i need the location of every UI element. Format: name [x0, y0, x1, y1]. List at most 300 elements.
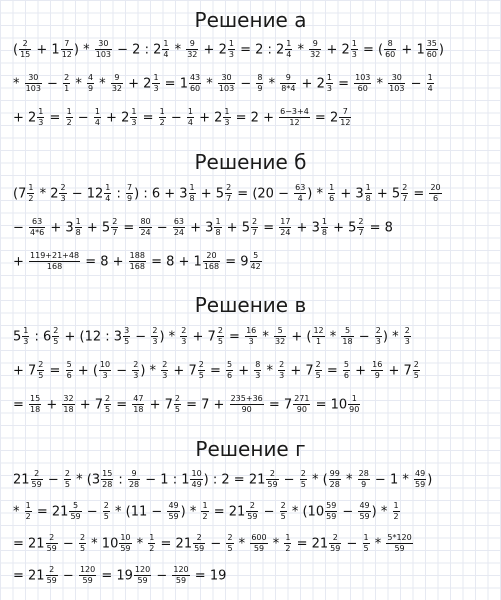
fraction-numerator: 10 [119, 534, 131, 544]
fraction-numerator: 30 [388, 74, 405, 84]
fraction-numerator: 1 [201, 502, 208, 512]
fraction [329, 470, 341, 490]
fraction [31, 470, 43, 490]
fraction-denominator: 32 [310, 50, 321, 60]
fraction-numerator: 1 [321, 218, 328, 228]
fraction-denominator: 4 [94, 118, 100, 128]
equation-text: − [152, 220, 172, 236]
fraction [167, 502, 179, 522]
fraction-denominator: 7 [251, 228, 258, 238]
fraction [187, 108, 194, 128]
equation-text: + 7 [286, 363, 314, 379]
equation-text: ) : 6 + 3 [134, 186, 188, 202]
fraction-numerator: 7 [339, 108, 351, 118]
fraction [189, 74, 201, 94]
fraction [341, 327, 353, 347]
fraction-denominator: 5 [53, 337, 59, 347]
fraction-numerator: 1 [348, 395, 360, 405]
fraction-numerator: 120 [134, 566, 151, 576]
fraction [325, 502, 337, 522]
fraction-denominator: 28 [102, 480, 113, 490]
fraction [280, 502, 287, 522]
fraction [25, 502, 32, 522]
equation-line [13, 74, 435, 94]
fraction [414, 470, 426, 490]
fraction [217, 327, 224, 347]
fraction-denominator: 3 [248, 337, 254, 347]
fraction-denominator: 59 [359, 512, 370, 522]
equation-text: ) [438, 42, 444, 58]
fraction-denominator: 4 [286, 50, 292, 60]
fraction [312, 327, 324, 347]
fraction [126, 184, 133, 204]
equation-text: = 7 [264, 397, 293, 413]
fraction-denominator: 168 [46, 262, 63, 272]
fraction-numerator: 9 [128, 470, 140, 480]
fraction-denominator: 2 [28, 194, 34, 204]
fraction-numerator: 6−3+4 [279, 108, 310, 118]
equation-text: + 1 [32, 42, 60, 58]
fraction-numerator: 1 [66, 108, 73, 118]
fraction-numerator: 2 [226, 534, 233, 544]
fraction-denominator: 60 [189, 84, 201, 94]
fraction [371, 361, 383, 381]
fraction [75, 218, 82, 238]
fraction-denominator: 60 [426, 50, 437, 60]
fraction [64, 470, 71, 490]
fraction-denominator: 4*6 [30, 228, 45, 238]
fraction-numerator: 63 [29, 218, 45, 228]
fraction [190, 470, 202, 490]
fraction-denominator: 7 [112, 228, 118, 238]
fraction-denominator: 90 [349, 405, 360, 415]
fraction-numerator: 1 [189, 184, 196, 194]
fraction-denominator: 3 [102, 371, 108, 381]
fraction-numerator: 8 [254, 361, 261, 371]
fraction-denominator: 5 [280, 512, 286, 522]
equation-text: * [293, 42, 309, 58]
equation-text: − [131, 329, 151, 345]
fraction-numerator: 10 [190, 470, 202, 480]
fraction [61, 40, 73, 60]
fraction-numerator: 3 [123, 327, 130, 337]
fraction-numerator: 1 [94, 108, 101, 118]
fraction [363, 534, 370, 554]
fraction-denominator: 9 [374, 371, 380, 381]
fraction-denominator: 8 [321, 228, 327, 238]
equation-text: − 12 [67, 186, 104, 202]
fraction-denominator: 3 [279, 371, 285, 381]
equation-text: = [13, 397, 29, 413]
equation-text: = [333, 76, 354, 92]
equation-line [13, 361, 421, 381]
fraction-numerator: 7 [126, 184, 133, 194]
fraction-denominator: 3 [375, 337, 381, 347]
fraction-numerator: 2 [59, 184, 66, 194]
equation-text: = [322, 363, 342, 379]
equation-text: + 2 [199, 42, 227, 58]
equation-text: ) * [73, 42, 94, 58]
equation-text: − 2 : 2 [113, 42, 162, 58]
fraction-denominator: 24 [173, 228, 184, 238]
equation-text: = [45, 110, 65, 126]
fraction-denominator: 59 [175, 576, 187, 586]
fraction-numerator: 9 [280, 74, 296, 84]
fraction-numerator: 235+36 [230, 395, 264, 405]
fraction-denominator: 42 [250, 262, 261, 272]
fraction [256, 74, 263, 94]
equation-text: = 8 + 1 [146, 254, 202, 270]
fraction [37, 361, 44, 381]
fraction-denominator: 59 [70, 512, 81, 522]
equation-text: − [13, 220, 29, 236]
equation-text: = 10 [311, 397, 348, 413]
fraction [79, 534, 86, 554]
equation-text: * [132, 536, 148, 552]
equation-text: ) * [307, 186, 328, 202]
fraction [358, 502, 370, 522]
fraction [274, 327, 286, 347]
fraction-denominator: 2 [393, 512, 399, 522]
equation-text: + 5 [328, 220, 357, 236]
fraction-denominator: 18 [30, 405, 41, 415]
fraction-numerator: 63 [173, 218, 185, 228]
fraction-denominator: 4 [187, 118, 193, 128]
fraction [79, 566, 96, 586]
fraction-denominator: 12 [289, 118, 300, 128]
equation-text: + 5 [372, 186, 401, 202]
fraction [404, 327, 411, 347]
fraction-denominator: 8 [75, 228, 81, 238]
fraction-denominator: 59 [326, 512, 337, 522]
fraction-denominator: 59 [394, 544, 405, 554]
equation-text: − [166, 110, 186, 126]
fraction-denominator: 8 [215, 228, 221, 238]
fraction [384, 40, 396, 60]
fraction-denominator: 5 [38, 371, 44, 381]
fraction-numerator: 9 [309, 40, 321, 50]
fraction-numerator: 600 [250, 534, 267, 544]
equation-text: + 2 [13, 110, 37, 126]
equation-line [13, 327, 412, 347]
fraction [95, 40, 112, 60]
fraction-numerator: 30 [25, 74, 42, 84]
fraction-numerator: 2 [266, 470, 278, 480]
fraction-denominator: 3 [326, 84, 332, 94]
fraction [37, 108, 44, 128]
fraction-denominator: 90 [296, 405, 307, 415]
fraction-denominator: 3 [228, 50, 234, 60]
fraction-denominator: 103 [25, 84, 41, 94]
fraction-numerator: 4 [87, 74, 94, 84]
fraction [198, 361, 205, 381]
equation-text: = 2 : 2 [235, 42, 285, 58]
fraction-numerator: 2 [46, 534, 58, 544]
equation-text: + 7 [13, 363, 37, 379]
fraction-numerator: 59 [325, 502, 337, 512]
fraction-numerator: 2 [132, 361, 139, 371]
equation-text: = [45, 363, 65, 379]
fraction-denominator: 5 [174, 405, 180, 415]
equation-text: + 5 [196, 186, 225, 202]
equation-text: * [268, 536, 284, 552]
fraction [218, 74, 235, 94]
fraction-numerator: 2 [357, 218, 364, 228]
fraction-denominator: 12 [61, 50, 72, 60]
fraction [228, 40, 235, 60]
equation-text: 5 [13, 329, 22, 345]
fraction [66, 108, 73, 128]
equation-text: ( [13, 42, 19, 58]
fraction [46, 566, 58, 586]
fraction-numerator: 5 [226, 361, 233, 371]
fraction [343, 361, 350, 381]
fraction-numerator: 20 [203, 252, 220, 262]
equation-text: − [82, 504, 102, 520]
fraction-numerator: 271 [293, 395, 310, 405]
equation-text: * [95, 76, 110, 92]
fraction-denominator: 9 [87, 84, 94, 94]
fraction-denominator: 59 [46, 576, 57, 586]
fraction-numerator: 2 [329, 534, 341, 544]
fraction-denominator: 7 [402, 194, 408, 204]
equation-text: ) * [382, 329, 403, 345]
fraction-denominator: 5 [64, 480, 70, 490]
fraction [159, 108, 166, 128]
fraction [186, 40, 198, 60]
fraction [59, 184, 66, 204]
equation-text: : 6 [30, 329, 52, 345]
fraction-numerator: 2 [217, 327, 224, 337]
fraction-denominator: 5 [363, 544, 369, 554]
fraction [254, 361, 261, 381]
fraction-denominator: 2 [66, 118, 72, 128]
fraction-denominator: 32 [187, 50, 198, 60]
equation-text: + 2 [124, 76, 152, 92]
fraction-denominator: 8*4 [281, 84, 296, 94]
fraction [193, 534, 205, 554]
fraction-denominator: 59 [120, 544, 131, 554]
fraction-numerator: 2 [193, 534, 205, 544]
fraction-numerator: 2 [103, 502, 110, 512]
equation-text: + [42, 397, 62, 413]
section-title-b: Решение б [194, 150, 307, 174]
fraction-numerator: 1 [162, 40, 169, 50]
fraction-numerator: 5 [250, 252, 262, 262]
fraction-denominator: 5 [79, 544, 86, 554]
fraction-numerator: 1 [284, 534, 291, 544]
fraction [214, 218, 221, 238]
equation-line [13, 184, 443, 204]
equation-text: ) * [180, 504, 201, 520]
fraction-numerator: 1 [328, 184, 335, 194]
equation-text: * [71, 76, 86, 92]
fraction-numerator: 9 [111, 74, 123, 84]
fraction-numerator: 2 [31, 470, 43, 480]
fraction [203, 252, 220, 272]
fraction-denominator: 3 [181, 337, 187, 347]
fraction-numerator: 1 [393, 502, 400, 512]
fraction-numerator: 1 [75, 218, 82, 228]
equation-text: * (10 [287, 504, 325, 520]
fraction [365, 184, 372, 204]
equation-text: + (12 : 3 [60, 329, 123, 345]
fraction-denominator: 9 [127, 194, 133, 204]
fraction [321, 218, 328, 238]
fraction [52, 327, 59, 347]
fraction-numerator: 2 [251, 218, 258, 228]
equation-text: + 7 [384, 363, 412, 379]
equation-line [13, 40, 444, 60]
fraction-numerator: 1 [228, 40, 235, 50]
fraction [128, 470, 140, 490]
equation-text: − [43, 472, 63, 488]
fraction-denominator: 3 [23, 337, 29, 347]
fraction-numerator: 5 [341, 327, 353, 337]
fraction-numerator: 5 [274, 327, 286, 337]
fraction [29, 395, 41, 415]
equation-text: + 7 [188, 329, 216, 345]
fraction-denominator: 3 [60, 194, 66, 204]
equation-text: − 1 : 1 [141, 472, 190, 488]
fraction [230, 395, 264, 415]
fraction [46, 534, 58, 554]
fraction-numerator: 2 [111, 218, 118, 228]
fraction [111, 74, 123, 94]
fraction-numerator: 49 [358, 502, 370, 512]
fraction-numerator: 2 [161, 361, 168, 371]
equation-text: * [13, 504, 24, 520]
fraction-numerator: 1 [152, 74, 159, 84]
fraction [284, 534, 291, 554]
fraction [280, 74, 296, 94]
equation-text: + [234, 363, 254, 379]
fraction-numerator: 1 [214, 218, 221, 228]
fraction-denominator: 60 [385, 50, 396, 60]
fraction-numerator: 12 [312, 327, 324, 337]
equation-text: * (11 − [110, 504, 167, 520]
equation-text: = (20 − [233, 186, 294, 202]
fraction-denominator: 8 [189, 194, 195, 204]
fraction-numerator: 1 [148, 534, 155, 544]
fraction [279, 108, 310, 128]
fraction-denominator: 5 [413, 371, 419, 381]
fraction-numerator: 2 [375, 327, 382, 337]
equation-text: + 5 [222, 220, 250, 236]
fraction-denominator: 7 [226, 194, 232, 204]
fraction-denominator: 2 [202, 512, 208, 522]
fraction-denominator: 6 [329, 194, 335, 204]
equation-text: = 8 [365, 220, 393, 236]
fraction-denominator: 59 [247, 512, 258, 522]
fraction-denominator: 6 [66, 371, 72, 381]
fraction [250, 252, 262, 272]
fraction [119, 534, 131, 554]
equation-text: ) * [371, 504, 392, 520]
equation-text: * 10 [87, 536, 119, 552]
equation-line [13, 218, 393, 238]
fraction [300, 470, 307, 490]
fraction-denominator: 59 [330, 544, 341, 554]
fraction [351, 40, 358, 60]
fraction [315, 361, 322, 381]
fraction-numerator: 17 [279, 218, 291, 228]
fraction [326, 74, 333, 94]
equation-line [13, 534, 414, 554]
fraction [285, 40, 292, 60]
fraction-numerator: 63 [294, 184, 306, 194]
fraction [250, 534, 267, 554]
equation-text: + 3 [186, 220, 214, 236]
fraction-denominator: 103 [218, 84, 235, 94]
fraction-numerator: 35 [426, 40, 438, 50]
fraction [429, 184, 441, 204]
fraction-numerator: 32 [62, 395, 74, 405]
equation-text: − [152, 568, 172, 584]
fraction-numerator: 2 [401, 184, 408, 194]
fraction [66, 361, 73, 381]
fraction-numerator: 1 [365, 184, 372, 194]
fraction [94, 108, 101, 128]
fraction [225, 184, 232, 204]
equation-text: * [264, 76, 280, 92]
fraction-numerator: 2 [278, 361, 285, 371]
fraction-denominator: 2 [159, 118, 165, 128]
fraction [29, 218, 45, 238]
fraction-denominator: 12 [340, 118, 351, 128]
fraction-denominator: 3 [131, 118, 137, 128]
fraction-numerator: 20 [429, 184, 441, 194]
fraction-numerator: 5 [66, 361, 73, 371]
equation-text: ) [427, 472, 433, 488]
equation-text: ) : 2 = 21 [203, 472, 266, 488]
fraction-numerator: 16 [371, 361, 383, 371]
equation-text: = 21 [32, 504, 69, 520]
equation-text: = 2 [310, 110, 339, 126]
fraction-denominator: 168 [129, 262, 145, 272]
fraction-numerator: 1 [27, 184, 34, 194]
fraction-numerator: 1 [22, 327, 29, 337]
fraction-numerator: 30 [218, 74, 235, 84]
fraction-denominator: 32 [111, 84, 122, 94]
fraction-denominator: 9 [257, 84, 263, 94]
fraction-denominator: 5 [103, 512, 109, 522]
fraction-numerator: 15 [101, 470, 113, 480]
equation-text: − [406, 76, 426, 92]
fraction [358, 470, 370, 490]
fraction [386, 534, 412, 554]
fraction-denominator: 3 [255, 371, 261, 381]
fraction-numerator: 7 [61, 40, 73, 50]
fraction-numerator: 1 [223, 108, 230, 118]
fraction-denominator: 59 [415, 480, 426, 490]
fraction-denominator: 4 [105, 194, 111, 204]
fraction-denominator: 6 [433, 194, 439, 204]
equation-text: : [114, 472, 127, 488]
fraction-numerator: 2 [64, 470, 71, 480]
fraction [309, 40, 321, 60]
fraction-numerator: 2 [174, 395, 181, 405]
equation-text: + 2 [194, 110, 223, 126]
fraction-numerator: 1 [351, 40, 358, 50]
fraction-numerator: 1 [159, 108, 166, 118]
equation-text: − [259, 504, 279, 520]
fraction-denominator: 5 [227, 544, 233, 554]
equation-text: * [13, 76, 24, 92]
section-title-g: Решение г [195, 437, 306, 461]
equation-text: (7 [13, 186, 27, 202]
fraction [162, 40, 169, 60]
